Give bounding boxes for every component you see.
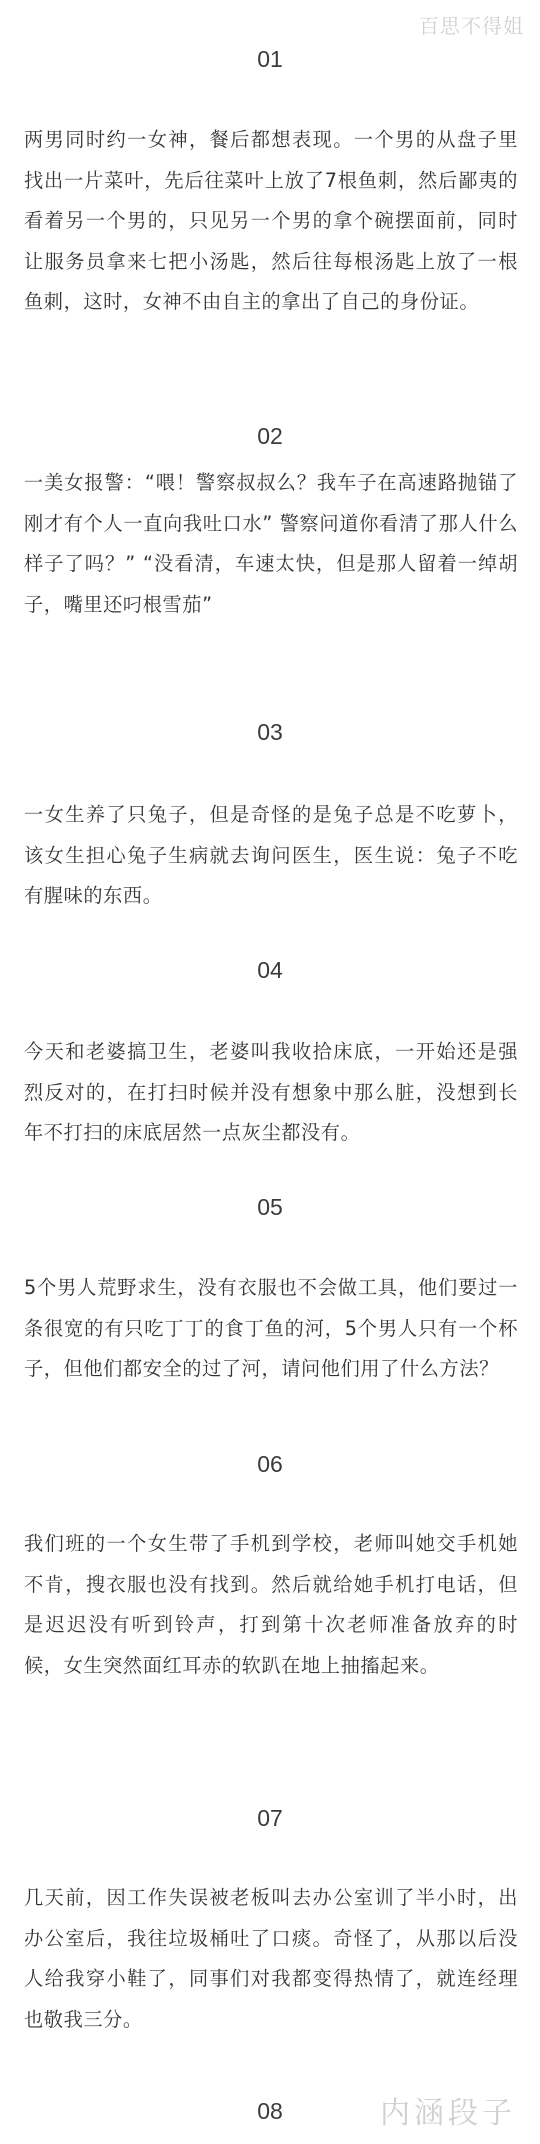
section-number-02: 02 (257, 423, 283, 449)
watermark-bottom: 内涵段子 (380, 2096, 516, 2131)
section-text-01: 两男同时约一女神，餐后都想表现。一个男的从盘子里找出一片菜叶，先后往菜叶上放了7根鱼刺，然后鄙夷的看着另一个男的，只见另一个男的拿个碗摆面前，同时让服务员拿来七把小汤匙，然后往每根汤匙上放了一根鱼刺，这时，女神不由自主的拿出了自己的身份证。 (24, 128, 518, 313)
section-text-05: 5个男人荒野求生，没有衣服也不会做工具，他们要过一条很宽的有只吃丁丁的食丁鱼的河，5个男人只有一个杯子，但他们都安全的过了河，请问他们用了什么方法？ (24, 1276, 518, 1380)
section-number-01: 01 (257, 46, 283, 72)
section-number-05: 05 (257, 1194, 283, 1220)
watermark-top: 百思不得姐 (419, 14, 524, 38)
section-text-02: 一美女报警：“喂！警察叔叔么？我车子在高速路抛锚了 刚才有个人一直向我吐口水” 警察问道你看清了那人什么样子了吗？” “没看清，车速太快，但是那人留着一绰胡子，嘴里还叼根雪茄” (24, 471, 518, 616)
section-number-06: 06 (257, 1451, 283, 1477)
section-number-07: 07 (257, 1805, 283, 1831)
section-number-04: 04 (257, 957, 283, 983)
section-text-07: 几天前，因工作失误被老板叫去办公室训了半小时，出办公室后，我往垃圾桶吐了口痰。奇怪了，从那以后没人给我穿小鞋了，同事们对我都变得热情了，就连经理也敬我三分。 (24, 1886, 518, 2031)
section-text-04: 今天和老婆搞卫生，老婆叫我收拾床底，一开始还是强烈反对的，在打扫时候并没有想象中那么脏，没想到长年不打扫的床底居然一点灰尘都没有。 (24, 1040, 518, 1144)
section-text-06: 我们班的一个女生带了手机到学校，老师叫她交手机她不肯，搜衣服也没有找到。然后就给她手机打电话，但是迟迟没有听到铃声，打到第十次老师准备放弃的时候，女生突然面红耳赤的软趴在地上抽搐起来。 (24, 1532, 518, 1677)
section-text-03: 一女生养了只兔子，但是奇怪的是兔子总是不吃萝卜，该女生担心兔子生病就去询问医生，医生说：兔子不吃有腥味的东西。 (24, 803, 518, 907)
section-number-08: 08 (257, 2098, 283, 2124)
section-number-03: 03 (257, 719, 283, 745)
